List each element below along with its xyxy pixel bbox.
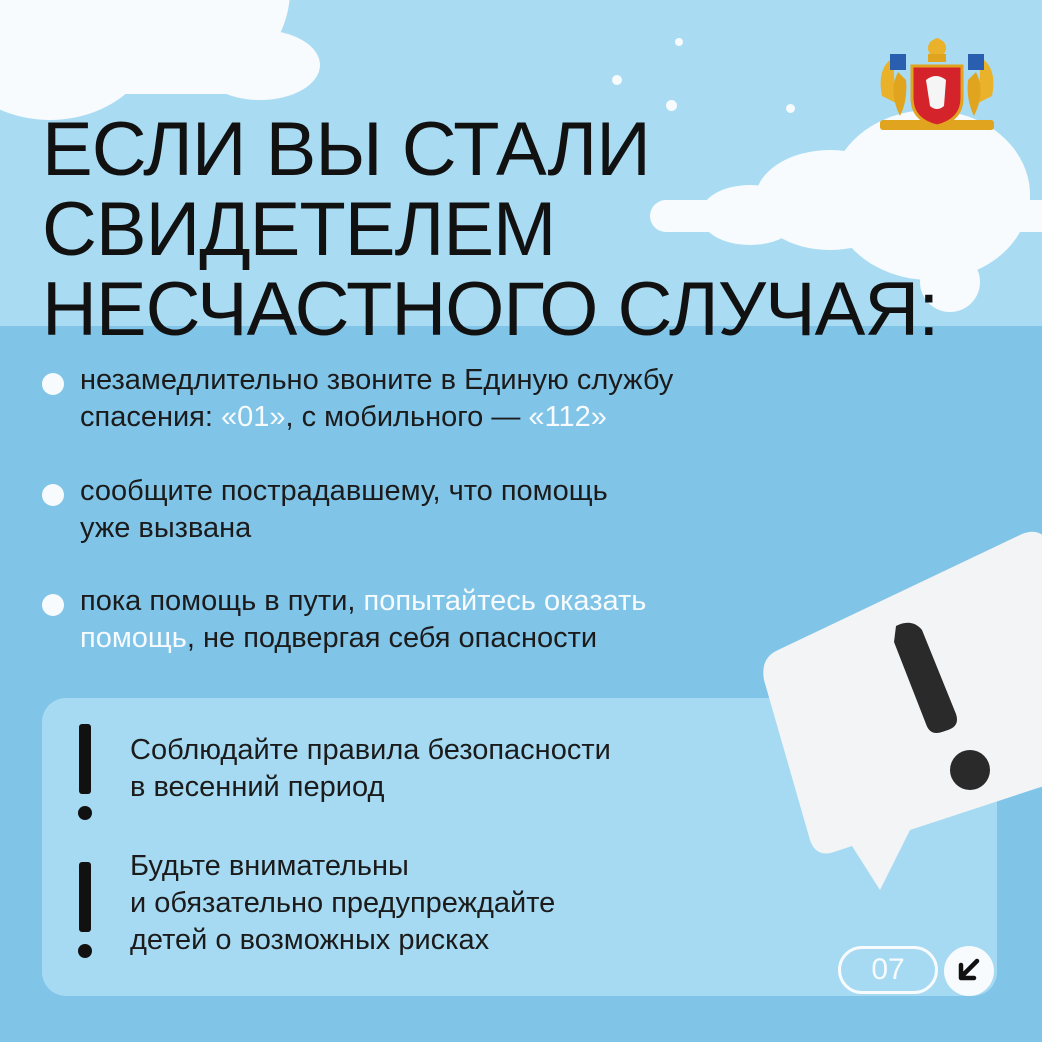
exclamation-icon — [78, 862, 92, 958]
snow-dot — [675, 38, 683, 46]
bullet-dot-icon — [42, 373, 64, 395]
highlighted-text: помощь — [80, 622, 187, 654]
warning-note-1 — [130, 732, 611, 806]
note-line: Будьте внимательны — [130, 850, 409, 882]
note-line: и обязательно предупреждайте — [130, 887, 556, 919]
bullet-dot-icon — [42, 484, 64, 506]
title-line-2: СВИДЕТЕЛЕМ — [42, 187, 556, 272]
instruction-list — [42, 362, 802, 694]
note-line: детей о возможных рисках — [130, 924, 490, 956]
snow-dot — [612, 75, 622, 85]
list-item-text: уже вызвана — [80, 512, 252, 544]
emergency-number-01: «01» — [221, 401, 286, 433]
bullet-dot-icon — [42, 594, 64, 616]
warning-note-2 — [130, 848, 555, 959]
list-item-text: спасения: — [80, 401, 221, 433]
note-line: в весенний период — [130, 771, 385, 803]
exclamation-icon — [78, 724, 92, 820]
highlighted-text: попытайтесь оказать — [363, 585, 647, 617]
list-item-text: сообщите пострадавшему, что помощь — [80, 475, 608, 507]
list-item — [42, 473, 802, 547]
arrow-down-left-button[interactable] — [944, 946, 994, 996]
list-item-text: пока помощь в пути, — [80, 585, 364, 617]
page-number-badge: 07 — [838, 946, 938, 994]
list-item-text: незамедлительно звоните в Единую службу — [80, 364, 674, 396]
speech-bubble-exclamation-icon — [760, 530, 1042, 900]
page-title — [42, 107, 939, 352]
list-item — [42, 583, 802, 657]
title-line-1: ЕСЛИ ВЫ СТАЛИ — [42, 107, 650, 192]
list-item — [42, 362, 802, 436]
note-line: Соблюдайте правила безопасности — [130, 734, 611, 766]
coat-of-arms-icon — [876, 36, 998, 136]
arrow-down-left-icon — [944, 946, 994, 996]
title-line-3: НЕСЧАСТНОГО СЛУЧАЯ: — [42, 267, 939, 352]
list-item-text: , не подвергая себя опасности — [186, 622, 598, 654]
emergency-number-112: «112» — [528, 401, 607, 433]
list-item-text: , с мобильного — — [285, 401, 529, 433]
